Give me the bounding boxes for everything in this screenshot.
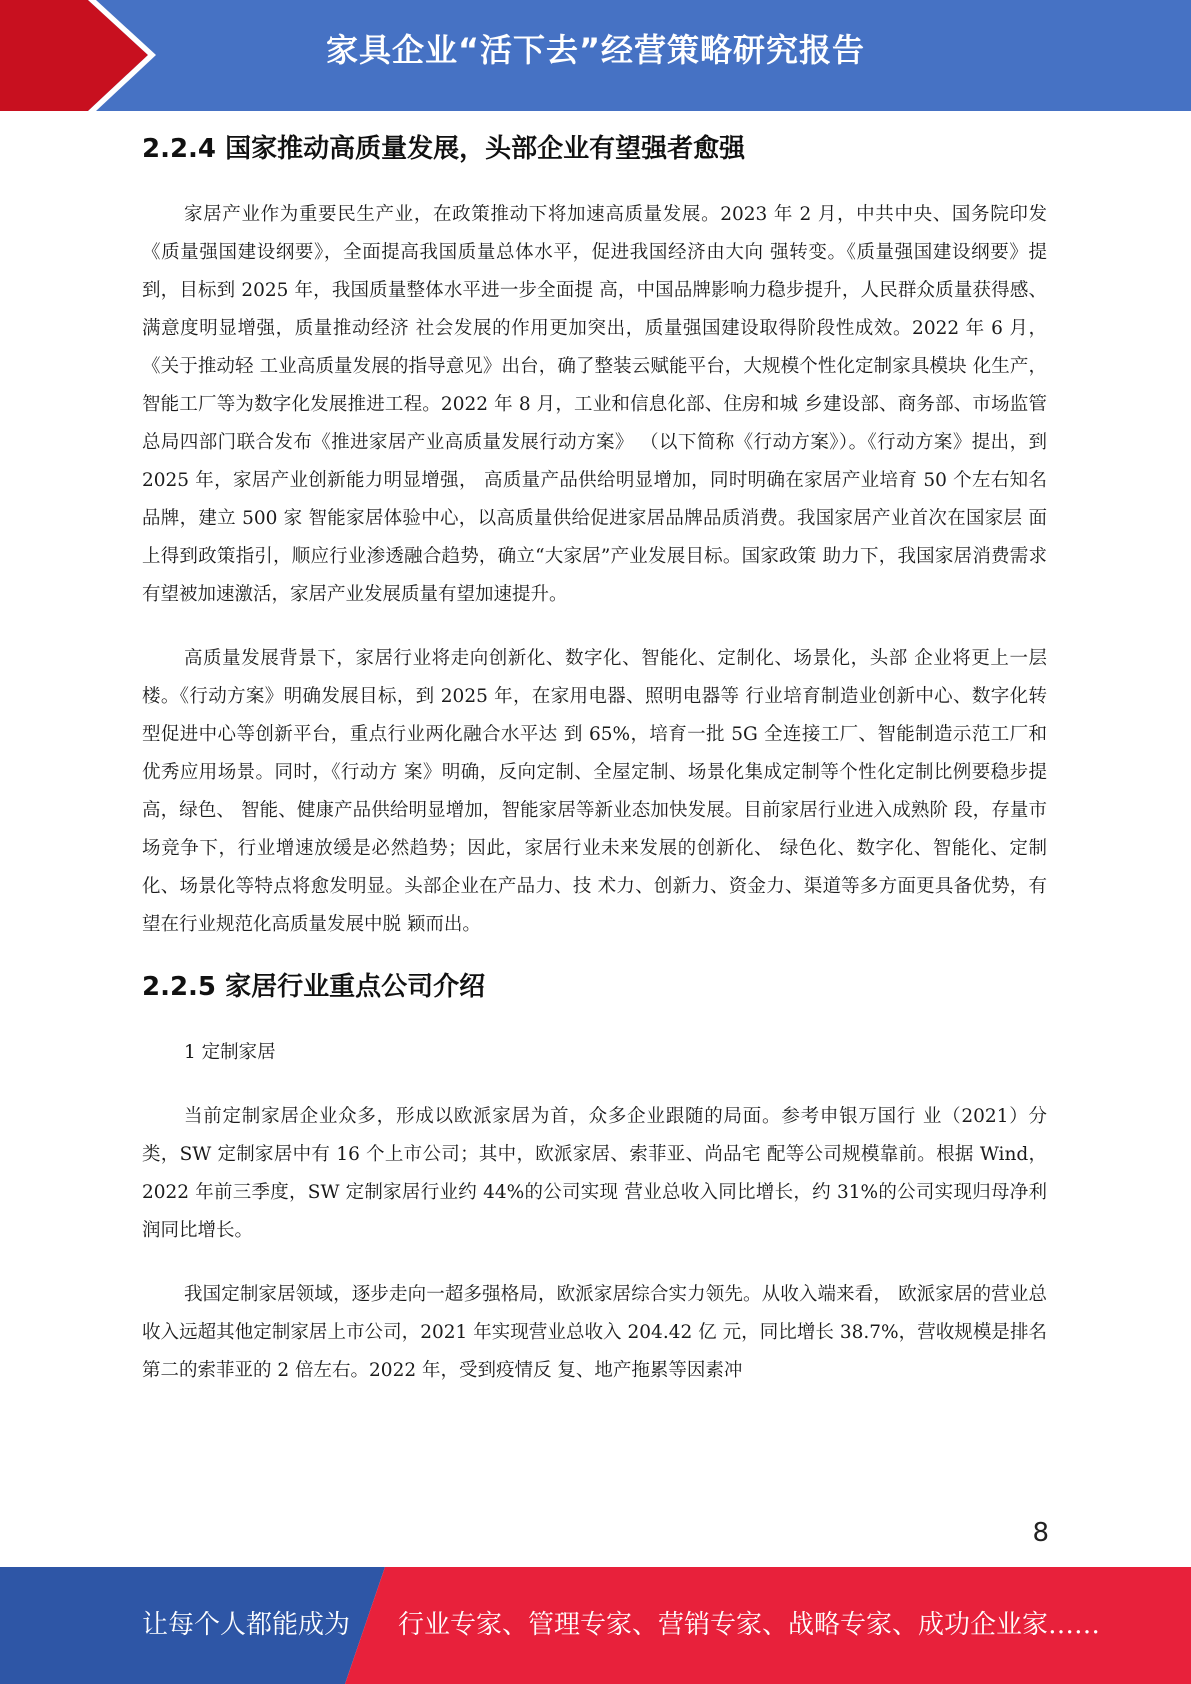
section-heading: 2.2.4 国家推动高质量发展，头部企业有望强者愈强: [142, 134, 746, 164]
report-title: 家具企业“活下去”经营策略研究报告: [325, 31, 866, 69]
section-heading: 2.2.5 家居行业重点公司介绍: [142, 972, 486, 1002]
page-content: [142, 124, 1047, 1390]
paragraph: 当前定制家居企业众多，形成以欧派家居为首，众多企业跟随的局面。参考申银万国行 业（2021）分类，SW 定制家居中有 16 个上市公司；其中，欧派家居、索菲亚、尚品宅 配等公司规模靠前。根据 Wind，2022 年前三季度，SW 定制家居行业约 44%的公司实现 营业总收入同比增长，约 31%的公司实现归母净利润同比增长。: [142, 1106, 1047, 1241]
footer-slogan-right: 行业专家、管理专家、营销专家、战略专家、成功企业家……: [398, 1610, 1101, 1640]
report-footer: [0, 1567, 1191, 1684]
paragraph: 家居产业作为重要民生产业，在政策推动下将加速高质量发展。2023 年 2 月，中共中央、国务院印发《质量强国建设纲要》，全面提高我国质量总体水平，促进我国经济由大向 强转变。《质量强国建设纲要》提到，目标到 2025 年，我国质量整体水平进一步全面提 高，中国品牌影响力稳步提升，人民群众质量获得感、满意度明显增强，质量推动经济 社会发展的作用更加突出，质量强国建设取得阶段性成效。2022 年 6 月，《关于推动轻 工业高质量发展的指导意见》出台，确了整装云赋能平台，大规模个性化定制家具模块 化生产，智能工厂等为数字化发展推进工程。2022 年 8 月，工业和信息化部、住房和城 乡建设部、商务部、市场监管总局四部门联合发布《推进家居产业高质量发展行动方案》 （以下简称《行动方案》）。《行动方案》提出，到 2025 年，家居产业创新能力明显增强， 高质量产品供给明显增加，同时明确在家居产业培育 50 个左右知名品牌，建立 500 家 智能家居体验中心，以高质量供给促进家居品牌品质消费。我国家居产业首次在国家层 面上得到政策指引，顺应行业渗透融合趋势，确立“大家居”产业发展目标。国家政策 助力下，我国家居消费需求有望被加速激活，家居产业发展质量有望加速提升。: [142, 204, 1047, 605]
sub-heading: 1 定制家居: [184, 1042, 276, 1063]
report-header: [0, 0, 1191, 111]
paragraph: 高质量发展背景下，家居行业将走向创新化、数字化、智能化、定制化、场景化，头部 企业将更上一层楼。《行动方案》明确发展目标，到 2025 年，在家用电器、照明电器等 行业培育制造业创新中心、数字化转型促进中心等创新平台，重点行业两化融合水平达 到 65%，培育一批 5G 全连接工厂、智能制造示范工厂和优秀应用场景。同时，《行动方 案》明确，反向定制、全屋定制、场景化集成定制等个性化定制比例要稳步提高，绿色、 智能、健康产品供给明显增加，智能家居等新业态加快发展。目前家居行业进入成熟阶 段，存量市场竞争下，行业增速放缓是必然趋势；因此，家居行业未来发展的创新化、 绿色化、数字化、智能化、定制化、场景化等特点将愈发明显。头部企业在产品力、技 术力、创新力、资金力、渠道等多方面更具备优势，有望在行业规范化高质量发展中脱 颖而出。: [142, 648, 1047, 935]
footer-slogan-left: 让每个人都能成为: [142, 1610, 351, 1640]
paragraph: 我国定制家居领域，逐步走向一超多强格局，欧派家居综合实力领先。从收入端来看， 欧派家居的营业总收入远超其他定制家居上市公司，2021 年实现营业总收入 204.42 亿 元，同比增长 38.7%，营收规模是排名第二的索菲亚的 2 倍左右。2022 年，受到疫情反 复、地产拖累等因素冲: [142, 1284, 1047, 1381]
page-number: 8: [1032, 1518, 1049, 1548]
